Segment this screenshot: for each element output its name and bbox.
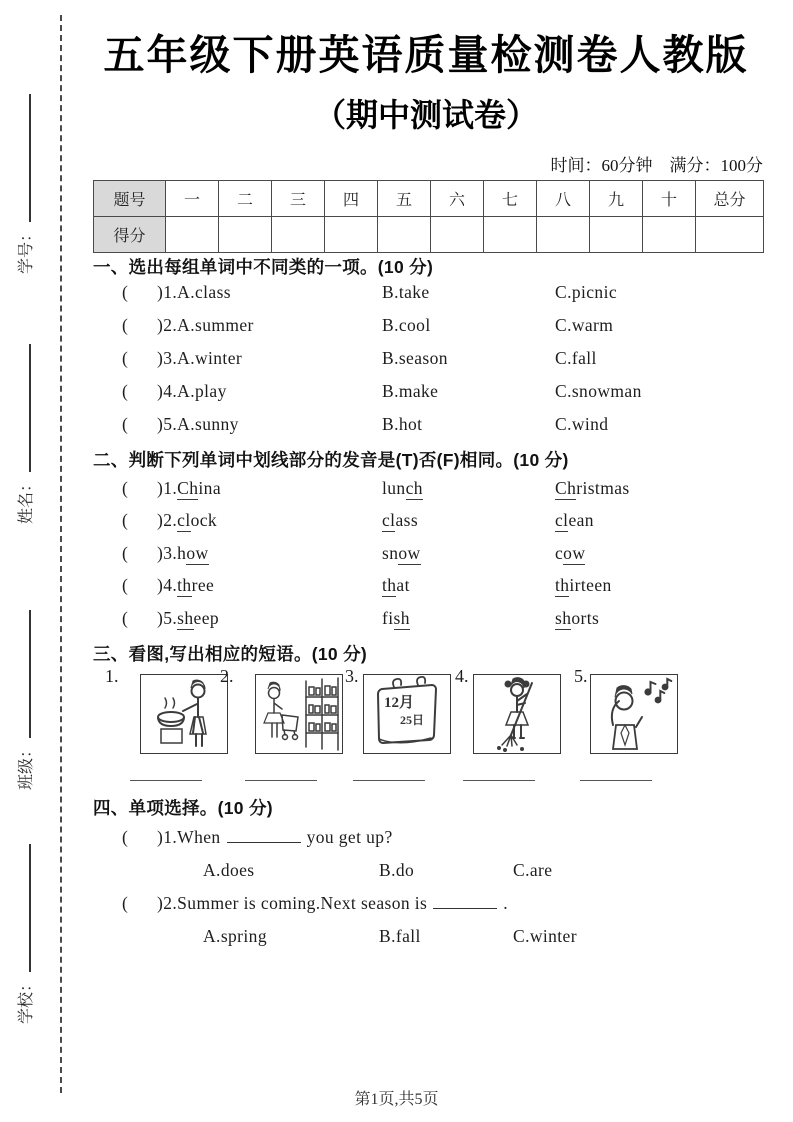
s1-question-row [93, 381, 765, 409]
option-a: A.summer [177, 315, 254, 335]
answer-paren-open: ( [122, 827, 129, 847]
question-number: 1. [163, 827, 178, 847]
picture-number: 2. [220, 666, 234, 686]
answer-paren-close: ) [157, 478, 164, 498]
option-c: C.snowman [555, 381, 642, 401]
question-number: 3. [163, 348, 178, 368]
student-id-field [14, 94, 40, 274]
word-2: that [382, 575, 410, 595]
score-cell [219, 217, 272, 253]
stem-text: you get up? [306, 827, 393, 847]
question-number: 1. [163, 478, 178, 498]
score-row-label: 得分 [94, 217, 166, 253]
option-b: B.cool [382, 315, 431, 335]
answer-paren-close: ) [157, 315, 164, 335]
option-c: C.picnic [555, 282, 618, 302]
score-table-header-label: 题号 [94, 181, 166, 217]
school-field [14, 844, 40, 1024]
question-number: 2. [163, 510, 178, 530]
score-cell [166, 217, 219, 253]
score-col-1: 一 [166, 181, 219, 217]
option-c: C.fall [555, 348, 597, 368]
student-id-blank[interactable] [16, 94, 31, 222]
answer-paren-close: ) [157, 348, 164, 368]
score-cell [643, 217, 696, 253]
time-score-meta: 时间：60分钟 满分：100分 [550, 156, 763, 175]
word-2: snow [382, 543, 421, 563]
word-2: class [382, 510, 419, 530]
score-col-total: 总分 [696, 181, 764, 217]
s4-options-row [93, 926, 765, 954]
answer-paren-open: ( [122, 608, 129, 628]
class-blank[interactable] [16, 610, 31, 738]
underlined-letters: sh [555, 608, 572, 628]
score-col-4: 四 [325, 181, 378, 217]
answer-paren-open: ( [122, 348, 129, 368]
option-c: C.are [513, 860, 553, 880]
score-col-5: 五 [378, 181, 431, 217]
option-b: B.hot [382, 414, 423, 434]
word-3: shorts [555, 608, 600, 628]
picture-number: 5. [574, 666, 588, 686]
s2-question-row [93, 478, 765, 506]
question-number: 1. [163, 282, 178, 302]
phrase-answer-blank[interactable] [245, 770, 317, 781]
answer-paren-close: ) [157, 893, 164, 913]
answer-paren-close: ) [157, 543, 164, 563]
s2-question-row [93, 543, 765, 571]
answer-paren-open: ( [122, 478, 129, 498]
school-label: 学校： [18, 975, 35, 1024]
option-a: A.does [203, 860, 255, 880]
s2-question-row [93, 510, 765, 538]
calendar-day-text: 25日 [400, 713, 425, 727]
word-1: China [177, 478, 221, 498]
option-b: B.season [382, 348, 448, 368]
s1-question-row [93, 348, 765, 376]
underlined-letters: th [177, 575, 192, 595]
option-b: B.do [379, 860, 415, 880]
question-number: 2. [163, 893, 178, 913]
girl-shopping-supermarket-image [255, 674, 343, 754]
seal-dashed-line [60, 15, 62, 1093]
word-1: clock [177, 510, 218, 530]
underlined-letters: cl [555, 510, 569, 530]
word-1: three [177, 575, 215, 595]
class-field [14, 610, 40, 790]
score-col-3: 三 [272, 181, 325, 217]
answer-paren-close: ) [157, 381, 164, 401]
underlined-letters: cl [177, 510, 191, 530]
picture-number: 1. [105, 666, 119, 686]
s4-question-stem [93, 827, 765, 855]
underlined-letters: ow [186, 543, 209, 563]
school-blank[interactable] [16, 844, 31, 972]
answer-paren-close: ) [157, 827, 164, 847]
underlined-letters: ow [563, 543, 586, 563]
word-1: how [177, 543, 209, 563]
student-id-label: 学号： [18, 225, 35, 274]
score-cell [431, 217, 484, 253]
girl-sweeping-floor-image [473, 674, 561, 754]
answer-paren-close: ) [157, 575, 164, 595]
stem-text: Summer is coming.Next season is [177, 893, 428, 913]
phrase-answer-blank[interactable] [580, 770, 652, 781]
score-col-2: 二 [219, 181, 272, 217]
option-a: A.winter [177, 348, 243, 368]
score-col-9: 九 [590, 181, 643, 217]
fill-blank[interactable] [433, 894, 497, 909]
underlined-letters: ch [405, 478, 423, 498]
calendar-month-text: 12月 [384, 695, 415, 711]
s1-question-row [93, 282, 765, 310]
word-3: clean [555, 510, 594, 530]
underlined-letters: sh [393, 608, 410, 628]
name-field [14, 344, 40, 524]
option-c: C.winter [513, 926, 577, 946]
page-number-footer: 第1页,共5页 [354, 1091, 439, 1108]
calendar-december-25-image [363, 674, 451, 754]
score-cell [696, 217, 764, 253]
answer-paren-open: ( [122, 575, 129, 595]
word-2: fish [382, 608, 410, 628]
section1-title: 一、选出每组单词中不同类的一项。(10 分) [93, 257, 434, 277]
option-c: C.warm [555, 315, 614, 335]
page-title: 五年级下册英语质量检测卷人教版 [103, 32, 749, 78]
section2-title: 二、判断下列单词中划线部分的发音是(T)否(F)相同。(10 分) [93, 450, 569, 470]
option-a: A.play [177, 381, 227, 401]
answer-paren-close: ) [157, 282, 164, 302]
score-cell [484, 217, 537, 253]
question-number: 4. [163, 381, 178, 401]
score-cell [378, 217, 431, 253]
class-label: 班级： [18, 741, 35, 790]
option-a: A.spring [203, 926, 267, 946]
answer-paren-open: ( [122, 543, 129, 563]
underlined-letters: th [555, 575, 570, 595]
name-blank[interactable] [16, 344, 31, 472]
picture-number: 4. [455, 666, 469, 686]
score-cell [325, 217, 378, 253]
phrase-answer-blank[interactable] [130, 770, 202, 781]
woman-cooking-image [140, 674, 228, 754]
s4-question-stem [93, 893, 765, 921]
score-col-7: 七 [484, 181, 537, 217]
score-col-8: 八 [537, 181, 590, 217]
answer-paren-open: ( [122, 315, 129, 335]
stem-text: . [503, 893, 509, 913]
answer-paren-close: ) [157, 510, 164, 530]
option-b: B.take [382, 282, 430, 302]
score-cell [537, 217, 590, 253]
word-2: lunch [382, 478, 423, 498]
phrase-answer-blank[interactable] [463, 770, 535, 781]
s2-question-row [93, 608, 765, 636]
underlined-letters: sh [177, 608, 194, 628]
underlined-letters: th [382, 575, 397, 595]
boy-listening-music-image [590, 674, 678, 754]
question-number: 4. [163, 575, 178, 595]
score-col-6: 六 [431, 181, 484, 217]
answer-paren-open: ( [122, 414, 129, 434]
answer-paren-open: ( [122, 893, 129, 913]
word-3: cow [555, 543, 586, 563]
option-a: A.sunny [177, 414, 239, 434]
answer-paren-open: ( [122, 381, 129, 401]
section4-title: 四、单项选择。(10 分) [93, 798, 273, 818]
score-col-10: 十 [643, 181, 696, 217]
answer-paren-close: ) [157, 414, 164, 434]
word-3: Christmas [555, 478, 630, 498]
question-number: 5. [163, 414, 178, 434]
option-a: A.class [177, 282, 232, 302]
s2-question-row [93, 575, 765, 603]
picture-number: 3. [345, 666, 359, 686]
option-c: C.wind [555, 414, 609, 434]
word-1: sheep [177, 608, 220, 628]
s4-options-row [93, 860, 765, 888]
question-number: 3. [163, 543, 178, 563]
fill-blank[interactable] [227, 828, 301, 843]
s1-question-row [93, 315, 765, 343]
word-3: thirteen [555, 575, 612, 595]
underlined-letters: ow [398, 543, 421, 563]
answer-paren-open: ( [122, 510, 129, 530]
answer-paren-close: ) [157, 608, 164, 628]
score-cell [272, 217, 325, 253]
name-label: 姓名： [18, 475, 35, 524]
question-number: 2. [163, 315, 178, 335]
s1-question-row [93, 414, 765, 442]
option-b: B.make [382, 381, 439, 401]
phrase-answer-blank[interactable] [353, 770, 425, 781]
score-cell [590, 217, 643, 253]
underlined-letters: cl [382, 510, 396, 530]
section3-title: 三、看图,写出相应的短语。(10 分) [93, 644, 368, 664]
answer-paren-open: ( [122, 282, 129, 302]
underlined-letters: Ch [177, 478, 199, 498]
score-table [93, 180, 764, 253]
underlined-letters: Ch [555, 478, 577, 498]
option-b: B.fall [379, 926, 421, 946]
stem-text: When [177, 827, 221, 847]
question-number: 5. [163, 608, 178, 628]
page-subtitle: （期中测试卷） [313, 97, 538, 133]
